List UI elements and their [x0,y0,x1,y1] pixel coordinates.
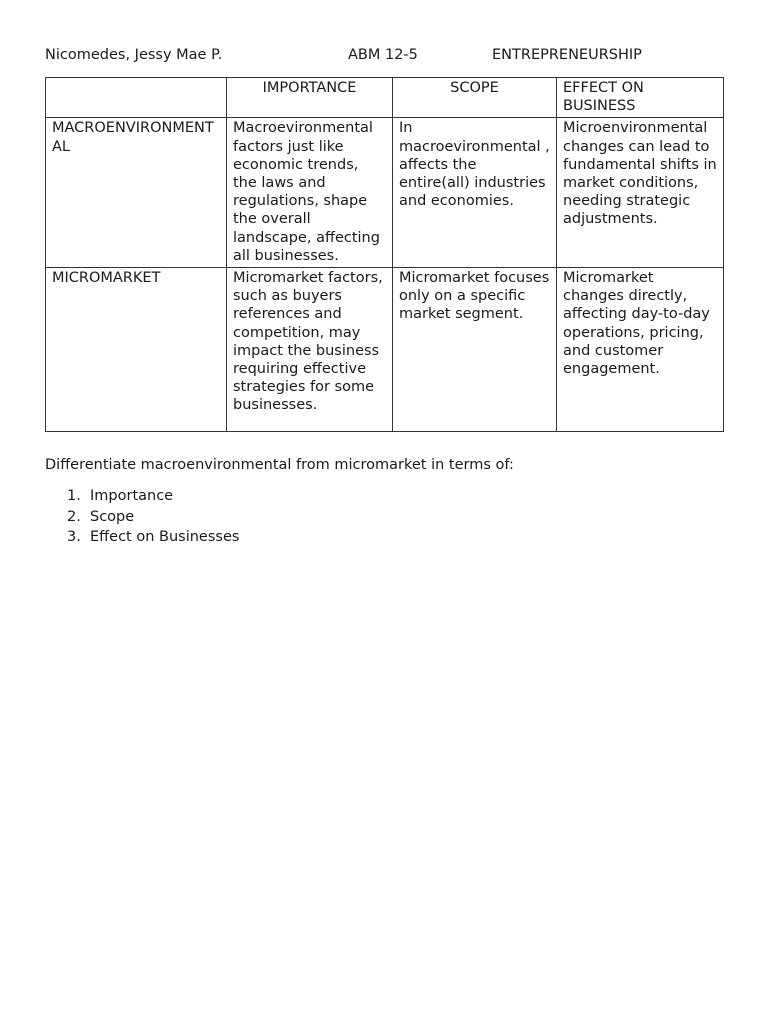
list-number: 3. [67,529,81,545]
cell-effect: Microenvironmental changes can lead to fundamental shifts in market conditions, needing strategic adjustments. [557,118,724,268]
table-header-row [46,78,724,118]
criteria-list [45,486,239,548]
cell-scope: Micromarket focuses only on a specific market segment. [393,268,557,432]
comparison-table [45,77,724,432]
list-text: Importance [90,488,174,504]
section-label: ABM 12-5 [348,47,418,63]
list-text: Scope [90,508,135,525]
student-name: Nicomedes, Jessy Mae P. [45,47,223,63]
table-row [46,268,724,432]
row-label-micromarket: MICROMARKET [46,268,227,432]
cell-importance: Micromarket factors, such as buyers references and competition, may impact the business requiring effective strategies for some businesses. [227,268,393,432]
document-header [45,45,725,65]
row-label-macroenvironmental: MACROENVIRONMENTAL [46,118,227,268]
list-number: 2. [67,508,81,525]
list-item [45,486,239,507]
header-cell-effect: EFFECT ON BUSINESS [557,78,724,118]
header-cell-importance: IMPORTANCE [227,78,393,118]
cell-importance: Macroevironmental factors just like economic trends, the laws and regulations, shape the overall landscape, affecting all businesses. [227,118,393,268]
header-cell-scope: SCOPE [393,78,557,118]
cell-scope: In macroevironmental , affects the entire(all) industries and economies. [393,118,557,268]
list-number: 1. [67,488,81,504]
list-text: Effect on Businesses [90,529,240,545]
subject-label: ENTREPRENEURSHIP [492,47,642,63]
list-item [45,507,239,528]
list-item [45,527,239,548]
question-prompt: Differentiate macroenvironmental from micromarket in terms of: [45,457,514,473]
header-cell-blank [46,78,227,118]
table-row [46,118,724,268]
cell-effect: Micromarket changes directly, affecting day-to-day operations, pricing, and customer engagement. [557,268,724,432]
